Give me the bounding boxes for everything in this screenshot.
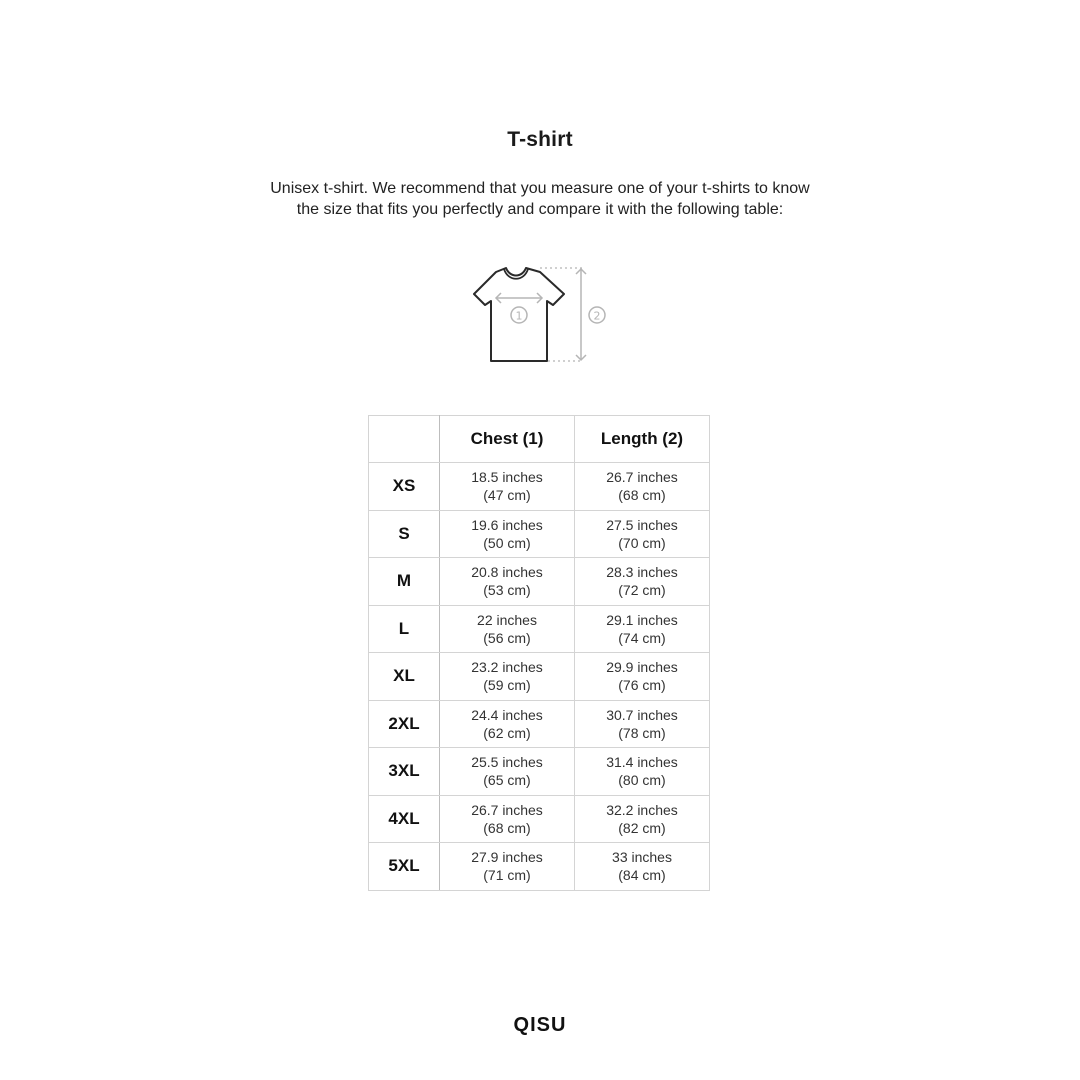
length-cell (575, 843, 710, 891)
length-cell (575, 748, 710, 796)
size-label: 2XL (369, 700, 440, 748)
table-row (369, 463, 710, 511)
length-cell (575, 510, 710, 558)
length-marker: 2 (593, 309, 601, 323)
size-label: XL (369, 653, 440, 701)
size-label: 3XL (369, 748, 440, 796)
length-cm: (72 cm) (618, 582, 666, 599)
chest-cell (440, 748, 575, 796)
chest-cm: (65 cm) (483, 772, 531, 789)
chest-inches: 24.4 inches (471, 706, 543, 723)
brand-logo: QISU (513, 1014, 567, 1036)
chest-cell (440, 843, 575, 891)
length-cm: (68 cm) (618, 487, 666, 504)
length-cell (575, 700, 710, 748)
header-length: Length (2) (575, 416, 710, 463)
size-label: 5XL (369, 843, 440, 891)
length-cell (575, 558, 710, 606)
chest-inches: 27.9 inches (471, 849, 543, 866)
length-inches: 30.7 inches (606, 706, 678, 723)
length-cm: (70 cm) (618, 534, 666, 551)
size-chart-table (368, 415, 710, 891)
chest-cm: (68 cm) (483, 819, 531, 836)
chest-cell (440, 558, 575, 606)
length-cell (575, 463, 710, 511)
chest-cm: (50 cm) (483, 534, 531, 551)
chest-marker: 1 (515, 309, 523, 323)
chest-inches: 22 inches (477, 611, 537, 628)
table-row (369, 653, 710, 701)
length-cell (575, 605, 710, 653)
table-row (369, 700, 710, 748)
chest-inches: 19.6 inches (471, 516, 543, 533)
chest-inches: 26.7 inches (471, 801, 543, 818)
chest-inches: 23.2 inches (471, 659, 543, 676)
chest-cm: (59 cm) (483, 677, 531, 694)
length-inches: 29.9 inches (606, 659, 678, 676)
chest-cell (440, 463, 575, 511)
chest-cm: (62 cm) (483, 724, 531, 741)
length-cm: (74 cm) (618, 629, 666, 646)
length-inches: 29.1 inches (606, 611, 678, 628)
length-inches: 26.7 inches (606, 469, 678, 486)
length-cm: (82 cm) (618, 819, 666, 836)
table-row (369, 843, 710, 891)
size-label: S (369, 510, 440, 558)
chest-cell (440, 700, 575, 748)
header-size (369, 416, 440, 463)
table-row (369, 510, 710, 558)
length-cm: (76 cm) (618, 677, 666, 694)
chest-cm: (71 cm) (483, 867, 531, 884)
page-title: T-shirt (507, 128, 573, 151)
length-inches: 27.5 inches (606, 516, 678, 533)
chest-inches: 20.8 inches (471, 564, 543, 581)
table-row (369, 795, 710, 843)
size-label: XS (369, 463, 440, 511)
length-inches: 28.3 inches (606, 564, 678, 581)
length-cell (575, 795, 710, 843)
size-label: M (369, 558, 440, 606)
chest-inches: 18.5 inches (471, 469, 543, 486)
chest-inches: 25.5 inches (471, 754, 543, 771)
tshirt-measure-icon (466, 260, 616, 370)
length-inches: 32.2 inches (606, 801, 678, 818)
header-chest: Chest (1) (440, 416, 575, 463)
table-row (369, 605, 710, 653)
length-cm: (80 cm) (618, 772, 666, 789)
chest-cm: (47 cm) (483, 487, 531, 504)
chest-cm: (53 cm) (483, 582, 531, 599)
size-label: 4XL (369, 795, 440, 843)
table-row (369, 558, 710, 606)
intro-line-1: Unisex t-shirt. We recommend that you measure one of your t-shirts to know (270, 180, 810, 197)
intro-text (0, 178, 1080, 220)
table-header-row (369, 416, 710, 463)
length-inches: 31.4 inches (606, 754, 678, 771)
length-inches: 33 inches (612, 849, 672, 866)
table-row (369, 748, 710, 796)
chest-cell (440, 795, 575, 843)
chest-cm: (56 cm) (483, 629, 531, 646)
chest-cell (440, 510, 575, 558)
intro-line-2: the size that fits you perfectly and compare it with the following table: (296, 201, 784, 218)
size-label: L (369, 605, 440, 653)
chest-cell (440, 653, 575, 701)
length-cm: (78 cm) (618, 724, 666, 741)
length-cm: (84 cm) (618, 867, 666, 884)
chest-cell (440, 605, 575, 653)
length-cell (575, 653, 710, 701)
